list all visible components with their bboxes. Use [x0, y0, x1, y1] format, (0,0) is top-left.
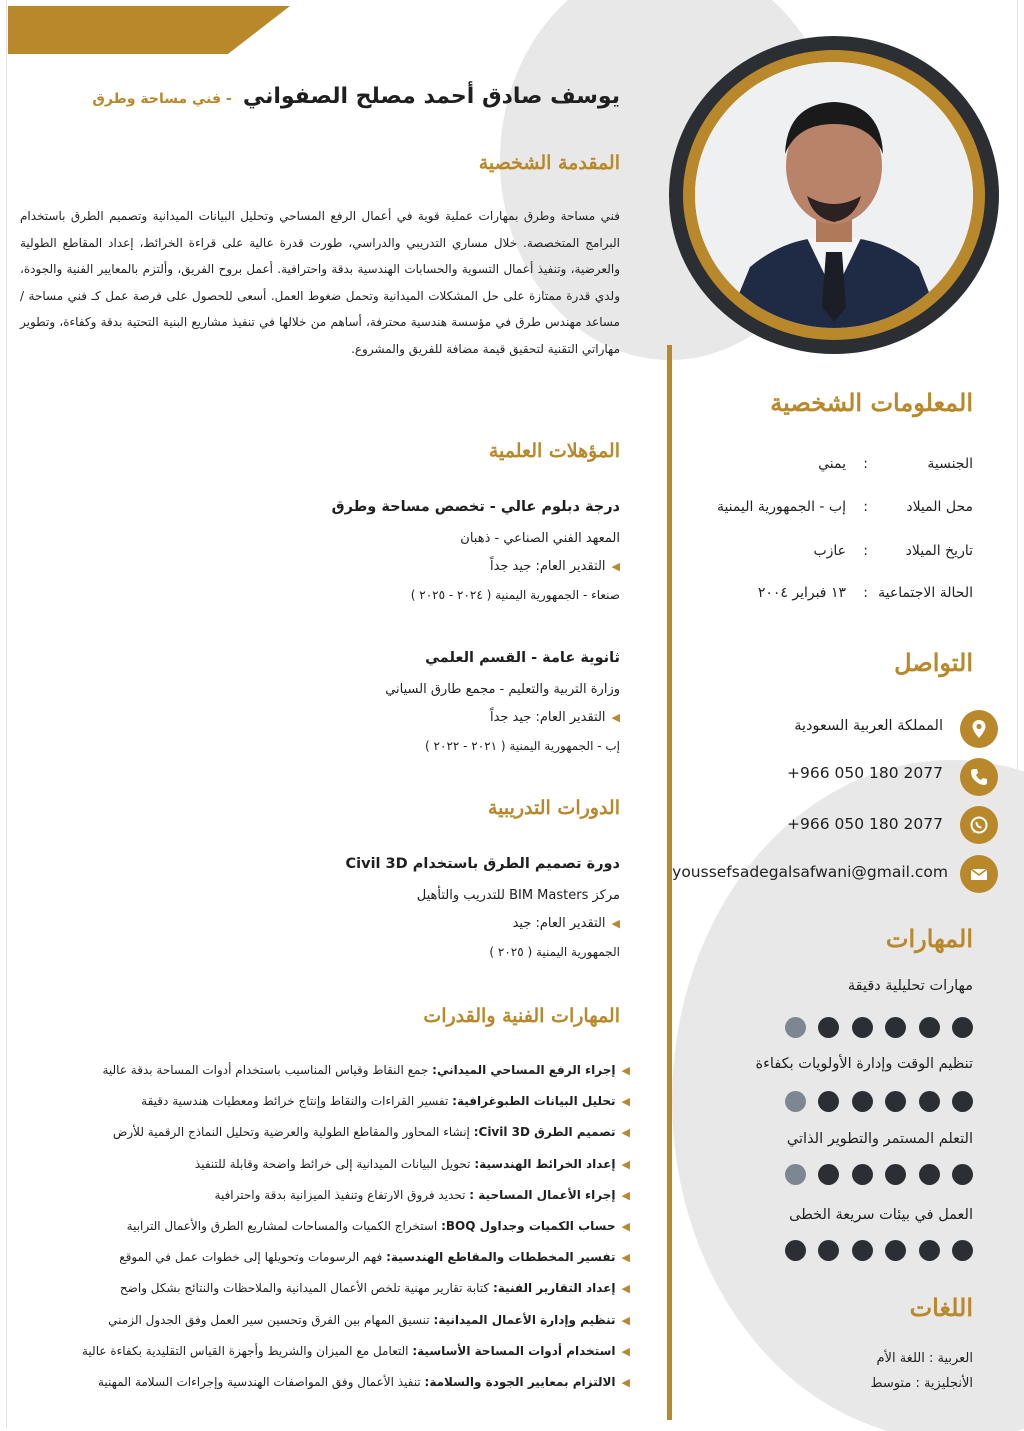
contact-phone[interactable]: +966 050 180 2077: [787, 764, 943, 782]
skill-name: تنظيم الوقت وإدارة الأولويات بكفاءة: [755, 1056, 973, 1072]
skill-dot-filled: [818, 1017, 839, 1038]
tech-skill-item: [0, 1250, 630, 1264]
institution: وزارة التربية والتعليم - مجمع طارق السياني: [385, 682, 620, 697]
skills-title: المهارات: [885, 924, 973, 953]
tech-skill-label: تحليل البيانات الطبوغرافية:: [452, 1094, 616, 1109]
location-icon: [960, 710, 998, 748]
tech-skill-desc: تنفيذ الأعمال وفق المواصفات الهندسية وإجراءات السلامة المهنية: [98, 1375, 421, 1389]
profile-photo: [695, 62, 973, 328]
skill-dot-filled: [785, 1240, 806, 1261]
course-item: [20, 854, 620, 962]
tech-skill-desc: جمع النقاط وقياس المناسيب باستخدام أدوات المساحة بدقة عالية: [102, 1063, 429, 1077]
tech-skills-title: المهارات الفنية والقدرات: [423, 1005, 620, 1027]
tech-skill-item: [0, 1125, 630, 1139]
tech-skill-label: استخدام أدوات المساحة الأساسية:: [412, 1343, 616, 1358]
header-name-line: [92, 84, 620, 109]
triangle-bullet-icon: ◀: [611, 917, 620, 930]
skill-dot-filled: [919, 1240, 940, 1261]
education-item: [20, 648, 620, 756]
tech-skill-label: تنظيم وإدارة الأعمال الميدانية:: [433, 1312, 616, 1327]
job-title: - فني مساحة وطرق: [92, 91, 232, 107]
info-row-marital: الحالة الاجتماعية:١٣ فبراير ٢٠٠٤: [757, 585, 973, 601]
triangle-bullet-icon: ◀: [621, 1064, 630, 1077]
tech-skill-item: [0, 1375, 630, 1389]
skill-dot-filled: [885, 1240, 906, 1261]
education-item: [20, 497, 620, 605]
phone-icon[interactable]: [960, 758, 998, 796]
language-arabic: العربية : اللغة الأم: [876, 1351, 973, 1366]
degree-title: ثانوية عامة - القسم العلمي: [425, 650, 620, 666]
skill-dot-filled: [852, 1164, 873, 1185]
grade-line: ◀التقدير العام: جيد جداً: [489, 710, 620, 725]
skill-dot-filled: [885, 1017, 906, 1038]
contact-whatsapp[interactable]: +966 050 180 2077: [787, 815, 943, 833]
triangle-bullet-icon: ◀: [621, 1251, 630, 1265]
tech-skill-label: تصميم الطرق Civil 3D:: [473, 1125, 616, 1140]
education-title: المؤهلات العلمية: [488, 440, 620, 462]
skill-dot-filled: [818, 1091, 839, 1112]
location-line: الجمهورية اليمنية ( ٢٠٢٥ ): [489, 945, 620, 959]
languages-title: اللغات: [909, 1293, 973, 1322]
language-english: الأنجليزية : متوسط: [870, 1376, 973, 1391]
tech-skill-item: [0, 1157, 630, 1171]
tech-skill-item: [0, 1313, 630, 1327]
course-name: دورة تصميم الطرق باستخدام Civil 3D: [345, 856, 620, 872]
info-row-birthdate: تاريخ الميلاد:عازب: [813, 543, 973, 559]
skill-name: التعلم المستمر والتطوير الذاتي: [786, 1131, 973, 1147]
contact-title: التواصل: [894, 648, 973, 677]
profile-person-icon: [695, 62, 973, 328]
triangle-bullet-icon: ◀: [621, 1157, 630, 1171]
skill-dot-filled: [885, 1091, 906, 1112]
triangle-bullet-icon: ◀: [621, 1126, 630, 1140]
skill-dot-filled: [952, 1091, 973, 1112]
tech-skill-desc: التعامل مع الميزان والشريط وأجهزة القياس التقليدية بكفاءة عالية: [81, 1343, 409, 1358]
tech-skill-label: إجراء الأعمال المساحية :: [469, 1187, 616, 1202]
skill-dot-empty: [785, 1017, 806, 1038]
degree-title: درجة دبلوم عالي - تخصص مساحة وطرق: [331, 499, 620, 515]
tech-skill-item: [0, 1094, 630, 1108]
column-divider: [667, 345, 672, 1420]
course-center: مركز BIM Masters للتدريب والتأهيل: [416, 888, 620, 903]
skill-name: العمل في بيئات سريعة الخطى: [789, 1207, 973, 1223]
courses-title: الدورات التدريبية: [487, 797, 620, 819]
tech-skill-desc: استخراج الكميات والمساحات لمشاريع الطرق والأعمال الترابية: [126, 1219, 438, 1233]
tech-skill-desc: كتابة تقارير مهنية تلخص الأعمال الميدانية والملاحظات والنتائج بشكل واضح: [119, 1281, 490, 1296]
triangle-bullet-icon: ◀: [621, 1344, 630, 1358]
tech-skill-desc: تفسير القراءات والنقاط وإنتاج خرائط ومعطيات هندسية دقيقة: [141, 1094, 449, 1109]
skill-dot-filled: [919, 1091, 940, 1112]
whatsapp-icon[interactable]: [960, 806, 998, 844]
tech-skill-label: إعداد التقارير الفنية:: [492, 1281, 616, 1296]
personal-info-title: المعلومات الشخصية: [770, 388, 973, 417]
skill-dot-filled: [852, 1091, 873, 1112]
location-line: إب - الجمهورية اليمنية ( ٢٠٢١ - ٢٠٢٢ ): [425, 739, 620, 753]
location-line: صنعاء - الجمهورية اليمنية ( ٢٠٢٤ - ٢٠٢٥ ): [410, 588, 620, 602]
triangle-bullet-icon: ◀: [621, 1220, 630, 1233]
tech-skill-label: إعداد الخرائط الهندسية:: [474, 1156, 616, 1171]
skill-dot-filled: [952, 1164, 973, 1185]
tech-skill-label: إجراء الرفع المساحي الميداني:: [432, 1063, 616, 1077]
skill-dot-filled: [952, 1240, 973, 1261]
full-name: يوسف صادق أحمد مصلح الصفواني: [242, 84, 620, 109]
skill-dot-empty: [785, 1164, 806, 1185]
info-row-nationality: الجنسية:يمني: [818, 456, 973, 472]
grade-line: ◀التقدير العام: جيد جداً: [489, 559, 620, 574]
tech-skill-label: تفسير المخططات والمقاطع الهندسية:: [386, 1250, 616, 1265]
triangle-bullet-icon: ◀: [611, 711, 620, 724]
skill-dot-filled: [818, 1240, 839, 1261]
tech-skill-item: [0, 1281, 630, 1295]
tech-skill-desc: تحديد فروق الارتفاع وتنفيذ الميزانية بدقة واحترافية: [214, 1187, 466, 1202]
tech-skill-item: [0, 1219, 630, 1233]
tech-skill-item: [0, 1063, 630, 1077]
info-row-birthplace: محل الميلاد:إب - الجمهورية اليمنية: [716, 499, 973, 515]
skill-dot-filled: [885, 1164, 906, 1185]
triangle-bullet-icon: ◀: [621, 1095, 630, 1109]
contact-email[interactable]: youssefsadegalsafwani@gmail.com: [672, 863, 948, 881]
tech-skill-desc: تحويل البيانات الميدانية إلى خرائط واضحة وقابلة للتنفيذ: [194, 1156, 471, 1171]
triangle-bullet-icon: ◀: [621, 1376, 630, 1389]
tech-skill-desc: تنسيق المهام بين الفرق وتحسين سير العمل وفق الجدول الزمني: [108, 1312, 430, 1327]
triangle-bullet-icon: ◀: [611, 560, 620, 573]
institution: المعهد الفني الصناعي - ذهبان: [460, 531, 620, 546]
skill-dot-filled: [952, 1017, 973, 1038]
contact-location: المملكة العربية السعودية: [794, 718, 943, 734]
tech-skill-desc: فهم الرسومات وتحويلها إلى خطوات عمل في الموقع: [119, 1250, 383, 1265]
skill-dot-filled: [818, 1164, 839, 1185]
skill-dot-filled: [852, 1017, 873, 1038]
grade-line: ◀التقدير العام: جيد: [512, 916, 620, 931]
summary-text: فني مساحة وطرق بمهارات عملية قوية في أعمال الرفع المساحي وتحليل البيانات الميدانية وتصميم الطرق باستخدام البرامج المتخصصة. خلال مساري التدريبي والدراسي، طورت قدرة عالية على قراءة الخرائط، إعداد المقاطع الطولية والعرضية، وتنفيذ أعمال التسوية والحسابات الهندسية بدقة واحترافية. أعمل بروح الفريق، وألتزم بالمعايير الفنية والجودة، ولدي قدرة ممتازة على حل المشكلات الميدانية وتحمل ضغوط العمل. أسعى للحصول على فرصة عمل كـ فني مساحة / مساعد مهندس طرق في مؤسسة هندسية محترفة، أساهم من خلالها في تنفيذ مشاريع البنية التحتية بدقة وكفاءة، وتطوير مهاراتي التقنية لتحقيق قيمة مضافة للفريق والمشروع.: [20, 209, 620, 356]
skill-dot-filled: [852, 1240, 873, 1261]
tech-skill-label: حساب الكميات وجداول BOQ:: [441, 1219, 616, 1233]
skill-name: مهارات تحليلية دقيقة: [847, 978, 973, 994]
tech-skill-item: [0, 1344, 630, 1358]
skill-dot-empty: [785, 1091, 806, 1112]
tech-skill-item: [0, 1188, 630, 1202]
tech-skill-desc: إنشاء المحاور والمقاطع الطولية والعرضية وتحليل النماذج الرقمية للأرض: [112, 1125, 470, 1140]
summary-title: المقدمة الشخصية: [478, 152, 620, 174]
skill-dot-filled: [919, 1164, 940, 1185]
skill-dot-filled: [919, 1017, 940, 1038]
tech-skill-label: الالتزام بمعايير الجودة والسلامة:: [424, 1375, 616, 1389]
email-icon[interactable]: [960, 855, 998, 893]
triangle-bullet-icon: ◀: [621, 1188, 630, 1202]
triangle-bullet-icon: ◀: [621, 1313, 630, 1327]
triangle-bullet-icon: ◀: [621, 1282, 630, 1296]
